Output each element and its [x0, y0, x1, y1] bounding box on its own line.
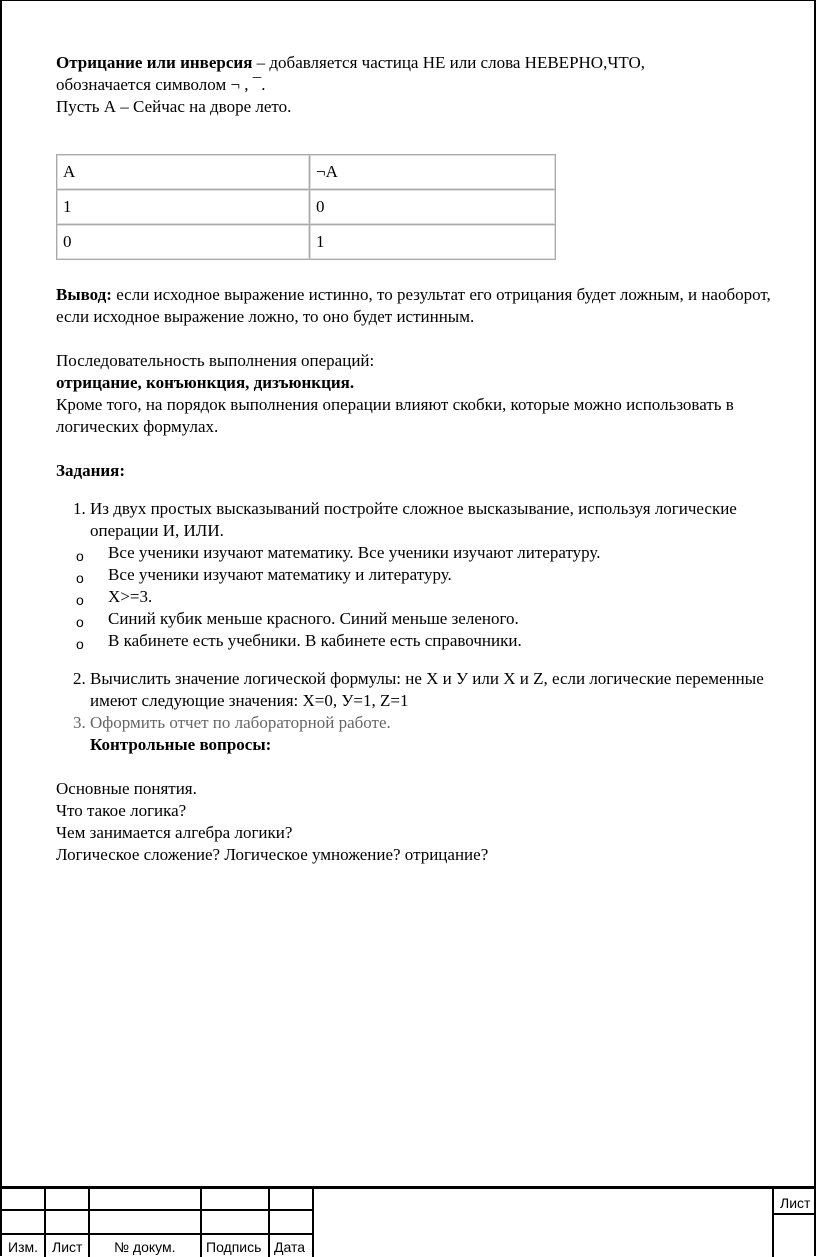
stamp-list-label: Лист [52, 1239, 83, 1255]
order-line-3: Кроме того, на порядок выполнения операции влияют скобки, которые можно использовать в логических формулах. [56, 395, 734, 436]
stamp-sign-label: Подпись [206, 1239, 262, 1255]
frame-left-border [0, 0, 2, 1256]
intro-line-1 [56, 52, 776, 74]
tasks-heading-text: Задания: [56, 461, 126, 480]
stamp-sheet-label: Лист [780, 1195, 811, 1211]
stamp-doc-label: № докум. [114, 1239, 176, 1255]
table-cell: 1 [57, 190, 310, 225]
list-item [90, 498, 776, 668]
table-row [57, 225, 556, 260]
task-1-sublist [56, 542, 776, 652]
table-header-not-a: ¬А [310, 155, 556, 190]
list-item: o Синий кубик меньше красного. Синий меньше зеленого. [56, 608, 776, 630]
title-block-stamp [2, 1186, 814, 1257]
list-item: o В кабинете есть учебники. В кабинете есть справочники. [56, 630, 776, 652]
control-question: Основные понятия. [56, 779, 197, 798]
truth-table [56, 154, 556, 260]
stamp-izm-label: Изм. [8, 1239, 38, 1255]
control-question: Что такое логика? [56, 801, 187, 820]
table-cell: 0 [310, 190, 556, 225]
list-item: o Все ученики изучают математику и литературу. [56, 564, 776, 586]
conclusion-text: если исходное выражение истинно, то результат его отрицания будет ложным, и наоборот, если исходное выражение ложно, то оно будет истинным. [56, 285, 771, 326]
tasks-heading [56, 460, 776, 482]
list-item [90, 712, 776, 734]
conclusion [56, 284, 776, 328]
task-1-text: Из двух простых высказываний постройте сложное высказывание, используя логические операции И, ИЛИ. [90, 499, 737, 540]
list-item: o X>=3. [56, 586, 776, 608]
control-question: Логическое сложение? Логическое умножение? отрицание? [56, 845, 489, 864]
table-row [57, 190, 556, 225]
document-body [56, 52, 776, 866]
conclusion-label: Вывод: [56, 285, 112, 304]
order-line-1: Последовательность выполнения операций: [56, 351, 375, 370]
stamp-date-label: Дата [274, 1239, 306, 1255]
frame-top-border [0, 0, 816, 1]
table-cell: 0 [57, 225, 310, 260]
negation-term: Отрицание или инверсия [56, 53, 253, 72]
table-row [57, 155, 556, 190]
order-line-2 [56, 372, 776, 394]
task-2-text: Вычислить значение логической формулы: не X и У или X и Z, если логические переменные имеют следующие значения: X=0, У=1, Z=1 [90, 669, 764, 710]
table-header-a: А [57, 155, 310, 190]
tasks-list [56, 498, 776, 734]
list-item: o Все ученики изучают математику. Все ученики изучают литературу. [56, 542, 776, 564]
control-questions-heading: Контрольные вопросы: [90, 735, 272, 754]
list-item [90, 668, 776, 712]
operation-order: отрицание, конъюнкция, дизъюнкция. [56, 373, 355, 392]
negation-definition: – добавляется частица НЕ или слова НЕВЕРНО,ЧТО, [252, 53, 646, 72]
intro-line-2: обозначается символом ¬ , ¯. [56, 75, 266, 94]
control-question: Чем занимается алгебра логики? [56, 823, 293, 842]
task-3-text: Оформить отчет по лабораторной работе. [90, 713, 391, 732]
table-cell: 1 [310, 225, 556, 260]
intro-line-3: Пусть А – Сейчас на дворе лето. [56, 97, 292, 116]
